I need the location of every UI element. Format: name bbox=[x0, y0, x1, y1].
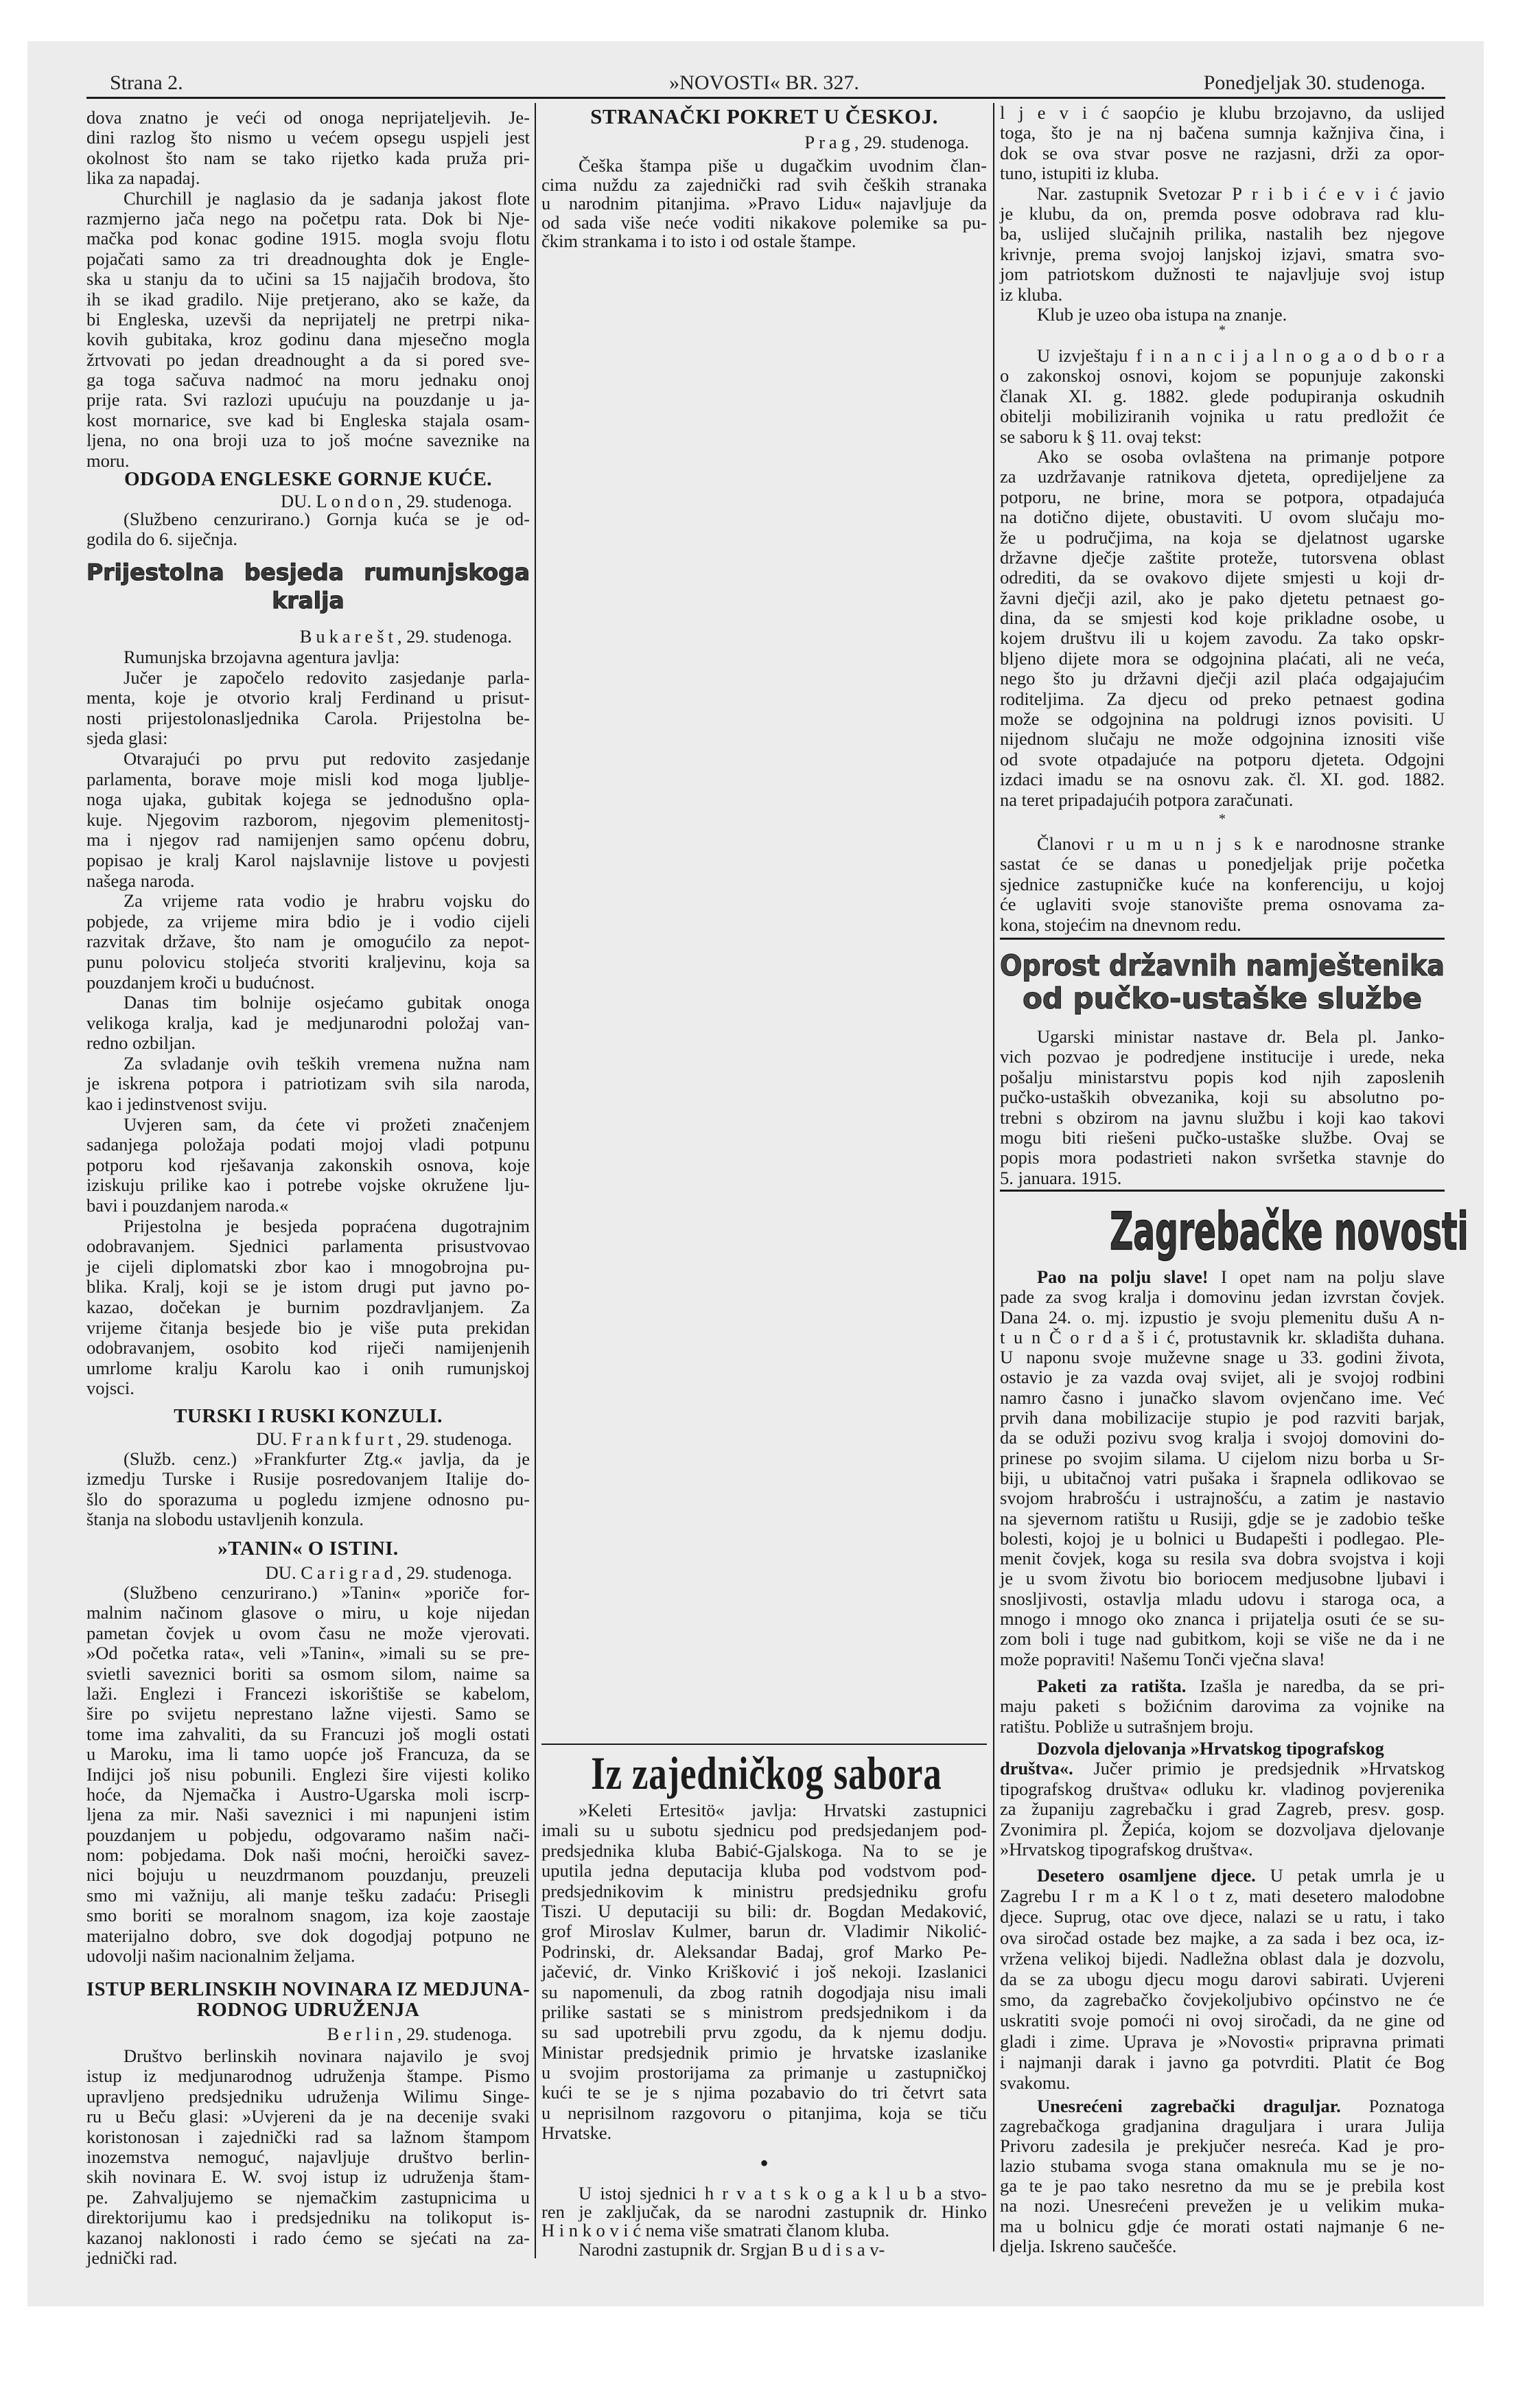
news-item-title: društva«. bbox=[1000, 1758, 1073, 1779]
news-item-title: Pao na polju slave! bbox=[1037, 1266, 1209, 1287]
section-rule bbox=[1000, 1190, 1445, 1192]
text-line: da se za ubogu djecu mogu darovi sabirati. Uvjereni bbox=[1000, 1968, 1445, 1989]
text-line: pametan čovjek u ovom času ne može vjerovati. bbox=[86, 1622, 530, 1643]
text-line: Danas tim bolnije osjećamo gubitak onoga bbox=[124, 992, 530, 1013]
news-item-title: Dozvola djelovanja »Hrvatskog tipografskog bbox=[1037, 1738, 1384, 1759]
text-line: krivnje, prema svojoj lanjskoj izjavi, smatra svo- bbox=[1000, 243, 1445, 264]
text-line: pobjede, za vrijeme mira bdio je i vodio cijeli bbox=[86, 910, 530, 931]
text-line: smo mi važniju, ali manje tešku zadaću: Prisegli bbox=[86, 1884, 530, 1906]
text-line: Ministar predsjednik primio je hrvatske izaslanike bbox=[541, 2041, 987, 2063]
text-line: cima nuždu za zajednički rad svih čeških stranaka bbox=[541, 174, 987, 195]
text-line: nom: pobjedama. Dok naši moćni, heroički savez- bbox=[86, 1844, 530, 1866]
text-line: se saboru k § 11. ovaj tekst: bbox=[1000, 426, 1202, 447]
headline-tanin: »TANIN« O ISTINI. bbox=[218, 1538, 399, 1560]
text-line: bavi i pouzdanjem naroda.« bbox=[86, 1195, 289, 1216]
text-line: Jučer je započelo redovito zasjedanje parla- bbox=[124, 667, 530, 688]
text-line: dok se ova stvar posve ne razjasni, drži za opor- bbox=[1000, 142, 1445, 163]
text-line: ga te je pao tako nesretno da mu se je prebila kost bbox=[1000, 2175, 1445, 2197]
dateline-date: , 29. studenoga. bbox=[397, 2024, 512, 2044]
text-line: redno ozbiljan. bbox=[86, 1032, 196, 1054]
text-line: mogu biti riešeni pučko-ustaške službe. Ovaj se bbox=[1000, 1126, 1445, 1148]
headline-oprost bbox=[1000, 949, 1445, 1015]
text-line: vojsci. bbox=[86, 1378, 135, 1399]
text-line: materijalno dobro, sve dok dogodjaj potpuno ne bbox=[86, 1925, 530, 1946]
article-ceska-body bbox=[541, 157, 987, 251]
text-line: tome ima zahvaliti, da su Francuzi još mogli ostati bbox=[86, 1723, 530, 1744]
article-sabor-body-2 bbox=[541, 2184, 987, 2259]
text-line: Društvo berlinskih novinara najavilo je svoj bbox=[124, 2046, 530, 2066]
text-line: lazio stubama svoga stana omaknula mu se je no- bbox=[1000, 2155, 1445, 2177]
text-line bbox=[1000, 1676, 1445, 1696]
text-line: našega naroda. bbox=[86, 870, 195, 891]
text-line: iz kluba. bbox=[1000, 283, 1063, 305]
headline-line: RODNOG UDRUŽENJA bbox=[196, 1999, 420, 2021]
text-line: potporu kod rješavanja zakonskih osnova, koje bbox=[86, 1154, 530, 1175]
text-line: nici bojuju u neuzdrmanom pouzdanju, preuzeli bbox=[86, 1864, 530, 1886]
text-line: popisao je kralj Karol najslavnije listove u povjesti bbox=[86, 849, 530, 870]
text-line: ba, uslijed slučajnih prilika, nastalih bez njegove bbox=[1000, 223, 1445, 244]
section-rule bbox=[541, 1744, 987, 1745]
text-line: Tiszi. U deputaciji su bili: dr. Bogdan Medaković, bbox=[541, 1900, 987, 1921]
headline-istup bbox=[86, 1979, 530, 2020]
article-odgoda-body bbox=[86, 509, 530, 550]
news-item-text: Jučer primio je predsjednik »Hrvatskog bbox=[1073, 1758, 1445, 1779]
text-line: biji, u ubitačnoj vatri pušaka i šrapnela odlikovao se bbox=[1000, 1467, 1445, 1488]
news-item-title: Desetero osamljene djece. bbox=[1037, 1865, 1256, 1886]
text-line: žavni dječji azil, ako je pako djetetu petnaest go- bbox=[1000, 587, 1445, 608]
text-line: dini razlog što nismo u većem opsegu uspjeli jest bbox=[86, 127, 530, 148]
text-line: predsjednika kluba Babić-Gjalskoga. Na to se je bbox=[541, 1840, 987, 1861]
text-line: grof Miroslav Kulmer, barun dr. Vladimir Nikolić- bbox=[541, 1921, 987, 1942]
text-line: na nozi. Unesrećeni prevežen je u velikim muka- bbox=[1000, 2195, 1445, 2216]
dateline-frankfurt bbox=[86, 1428, 530, 1449]
page-number: Strana 2. bbox=[110, 71, 183, 94]
article-sabor-body bbox=[541, 1800, 987, 2144]
text-line: u svojim prostorijama za primanje u zastupničkoj bbox=[541, 2062, 987, 2083]
article-konzuli-body bbox=[86, 1449, 530, 1530]
text-line: za uzdržavanje ratnikova djeteta, opredijeljene za bbox=[1000, 466, 1445, 487]
text-line: kazanoj naklonosti i rado ćemo se sjećati na za- bbox=[86, 2227, 530, 2248]
text-line: u neprisilnom razgovoru o pitanjima, koja se tiču bbox=[541, 2102, 987, 2123]
text-line: u Maroku, ima li tamo uopće još Francuza, da se bbox=[86, 1744, 530, 1765]
text-line: je klubu, da on, premda posve odobrava rad klu- bbox=[1000, 202, 1445, 224]
text-line bbox=[1000, 1759, 1445, 1779]
text-line: žrtvovati po jedan dreadnought a da si pored sve- bbox=[86, 349, 530, 370]
text-line: (Služb. cenz.) »Frankfurter Ztg.« javlja, da je bbox=[124, 1448, 530, 1469]
text-line: od sada više neće voditi nikakove polemike sa pu- bbox=[541, 211, 987, 233]
text-line: Uvjeren sam, da ćete vi prožeti značenjem bbox=[124, 1113, 530, 1135]
dateline-place: London bbox=[316, 491, 397, 511]
text-line: lika za napadaj. bbox=[86, 167, 200, 189]
text-line: sjednice zastupničke kuće na konferenciju, u kojoj bbox=[1000, 873, 1445, 894]
text-line: Članovi r u m u n j s k e narodnosne stranke bbox=[1037, 833, 1445, 854]
text-line: će uglaviti svoje stanovište prema osnovama za- bbox=[1000, 894, 1445, 915]
text-line: vich pozvao je podredjene institucije i urede, neka bbox=[1000, 1046, 1445, 1067]
headline-text: Iz zajedničkog sabora bbox=[591, 1747, 942, 1799]
text-line: pouzdanjem kroči u budućnost. bbox=[86, 971, 315, 993]
text-line: odobravanjem, osobito kod riječi namijenjenih bbox=[86, 1337, 530, 1358]
text-line: Zvonimira pl. Žepića, kojom se dozvoljava djelovanje bbox=[1000, 1818, 1445, 1840]
text-line: da se oduži pozivu svog kralja i svojoj domovini do- bbox=[1000, 1427, 1445, 1448]
article-churchill-body bbox=[86, 108, 530, 471]
text-line: tuno, istupiti iz kluba. bbox=[1000, 163, 1159, 184]
text-line: su sad upotrebili prvu zgodu, da k njemu dodju. bbox=[541, 2022, 987, 2043]
headline-line: kralja bbox=[272, 587, 345, 614]
text-line: potporu, ne brine, mora se potpora, otpadajuća bbox=[1000, 486, 1445, 507]
text-line: H i n k o v i ć nema više smatrati članom kluba. bbox=[541, 2220, 890, 2241]
text-line: upravljeno predsjedniku udruženja Wilimu Singe- bbox=[86, 2085, 530, 2107]
text-line: članak XI. g. 1882. glede podupiranja oskudnih bbox=[1000, 385, 1445, 406]
text-line: U naponu svoje muževne snage u 33. godini života, bbox=[1000, 1347, 1445, 1368]
article-istup-body bbox=[86, 2046, 530, 2268]
text-line: U izvještaju f i n a n c i j a l n o g a o d b o r a bbox=[1037, 345, 1445, 366]
dateline-prefix: DU. bbox=[280, 491, 312, 511]
text-line: nosti prijestolonasljednika Carola. Prijestolna be- bbox=[86, 707, 530, 728]
text-line: i najmanji darak i javno ga potvrditi. Platit će Bog bbox=[1000, 2051, 1445, 2072]
dateline-place: Carigrad bbox=[301, 1562, 397, 1583]
text-line: izdaci imadu se na osnovu zak. čl. XI. god. 1882. bbox=[1000, 769, 1445, 790]
text-line: »Od početka rata«, veli »Tanin«, »imali su se pre- bbox=[86, 1643, 530, 1664]
text-line: izmedju Turske i Rusije posredovanjem Italije do- bbox=[86, 1468, 530, 1490]
text-line: (Službeno cenzurirano.) Gornja kuća se je od- bbox=[124, 509, 530, 529]
text-line: koristonosan i zajednički rad sa lažnom štampom bbox=[86, 2126, 530, 2147]
text-line: mačka pod konac godine 1915. mogla svoju flotu bbox=[86, 228, 530, 249]
text-line: od svote otpadajuće na potporu djeteta. Odgojni bbox=[1000, 748, 1445, 769]
dateline-place: Prag bbox=[804, 132, 854, 152]
text-line: u narodnim pitanjima. »Pravo Lidu« najavljuje da bbox=[541, 193, 987, 214]
text-line: ma i njegov rad namijenjen samo općenu dobru, bbox=[86, 829, 530, 850]
text-line: pojačati samo za tri dreadnoughta dok je Engle- bbox=[86, 248, 530, 269]
text-line: kovih gubitaka, kroz godinu dana mjesečno mogla bbox=[86, 329, 530, 350]
text-line: bolesti, kojoj je u bolnici u Budapešti i podlegao. Ple- bbox=[1000, 1527, 1445, 1549]
text-line: razvitak države, što nam je omogućilo za nepot- bbox=[86, 931, 530, 952]
text-line: (Službeno cenzurirano.) »Tanin« »poriče for- bbox=[124, 1582, 530, 1603]
text-line: trebni s obzirom na javnu službu i koji kao takovi bbox=[1000, 1107, 1445, 1128]
news-draguljar bbox=[1000, 2096, 1445, 2256]
dateline-prefix: DU. bbox=[256, 1428, 288, 1449]
text-line: roditeljima. Za djecu od preko petnaest godina bbox=[1000, 688, 1445, 709]
text-line: Narodni zastupnik dr. Srgjan B u d i s a v- bbox=[579, 2238, 885, 2260]
text-line: odobravanjem. Sjednici parlamenta prisustvovao bbox=[86, 1236, 530, 1257]
text-line: okolnost što nam se tako rijetko kada pruža pri- bbox=[86, 147, 530, 168]
headline-odgoda: ODGODA ENGLESKE GORNJE KUĆE. bbox=[124, 468, 493, 490]
text-line: predsjednikovim k ministru predsjedniku grofu bbox=[541, 1880, 987, 1901]
text-line: dina, da se smjesti kod koje prikladne osobe, u bbox=[1000, 607, 1445, 629]
text-line: jačević, dr. Vinko Krišković i još nekoji. Izaslanici bbox=[541, 1961, 987, 1982]
text-line: uskratiti svoje pomoći ni ovoj siročadi, da ne gine od bbox=[1000, 2010, 1445, 2031]
text-line: čkim strankama i to isto i od ostale štampe. bbox=[541, 231, 856, 252]
text-line: pade za svog kralja i domovinu jedan izvrstan čovjek. bbox=[1000, 1286, 1445, 1308]
text-line: jednički rad. bbox=[86, 2247, 178, 2268]
text-line: štanja na slobodu ustavljenih konzula. bbox=[86, 1509, 364, 1530]
text-line: Churchill je naglasio da je sadanja jakost flote bbox=[124, 187, 530, 209]
text-line: iziskuju prilike kao i potrebe vojske okružene lju- bbox=[86, 1174, 530, 1196]
text-line: kao i jedinstvenost sviju. bbox=[86, 1093, 268, 1115]
text-line: bi Engleska, uzevši da neprijatelj ne pretrpi nika- bbox=[86, 308, 530, 329]
text-line: velikoga kralja, kad je medjunarodni položaj van- bbox=[86, 1012, 530, 1033]
text-line: namro časno i junačko slavom ovjenčano ime. Već bbox=[1000, 1387, 1445, 1408]
text-line: gladi i zime. Uprava je »Novosti« pripravna primati bbox=[1000, 2030, 1445, 2052]
dateline-place: Bukarešt bbox=[299, 626, 397, 647]
article-odbor-body bbox=[1000, 346, 1445, 810]
text-line: dova znatno je veći od onoga neprijateljevih. Je- bbox=[86, 107, 530, 128]
text-line: ostavio je za vazda ovaj svijet, ali je svojoj rodbini bbox=[1000, 1367, 1445, 1388]
text-line: ratištu. Pobliže u sutrašnjem broju. bbox=[1000, 1715, 1254, 1737]
text-line: za županiju zagrebačku i grad Zagreb, presv. gosp. bbox=[1000, 1798, 1445, 1820]
dateline-bukarest bbox=[86, 626, 530, 647]
dateline-place: Berlin bbox=[327, 2024, 397, 2044]
dateline-prefix: DU. bbox=[265, 1562, 296, 1583]
text-line: ova siročad ostade bez majke, a za sada i bez oca, iz- bbox=[1000, 1927, 1445, 1948]
text-line: uputila jedna deputacija kluba pod vodstvom pod- bbox=[541, 1860, 987, 1881]
column-rule-1 bbox=[535, 103, 536, 2258]
text-line: može popraviti! Našemu Tonči vječna slava! bbox=[1000, 1648, 1325, 1669]
text-line: Indijci još nisu pobunili. Englezi šire vijesti koliko bbox=[86, 1763, 530, 1785]
text-line: kuje. Njegovim razborom, njegovim plemenitostj- bbox=[86, 809, 530, 830]
text-line: Dana 24. o. mj. izpustio je svoju plemenitu dušu A n- bbox=[1000, 1306, 1445, 1328]
text-line: smo boriti se moralnom snagom, iza koje zaostaje bbox=[86, 1905, 530, 1926]
text-line: 5. januara. 1915. bbox=[1000, 1167, 1122, 1188]
text-line: mnogo i mnogo oko znanca i prijatelja osuti će se su- bbox=[1000, 1608, 1445, 1630]
text-line: pučko-ustaških obvezanika, koji su absolutno po- bbox=[1000, 1087, 1445, 1108]
text-line: Zagrebu I r m a K l o t z, mati desetero malodobne bbox=[1000, 1886, 1445, 1907]
text-line: Privoru zadesila je prekjučer nesreća. Kad je pro- bbox=[1000, 2135, 1445, 2157]
text-line: Prijestolna je besjeda popraćena dugotrajnim bbox=[124, 1215, 530, 1236]
dateline-date: , 29. studenoga. bbox=[397, 491, 512, 511]
text-line: prije rata. Svi razlozi upućuju na pouzdanje u ja- bbox=[86, 389, 530, 410]
text-line: Češka štampa piše u dugačkim uvodnim član- bbox=[579, 155, 987, 176]
text-line: l j e v i ć saopćio je klubu brzojavno, da uslijed bbox=[1000, 102, 1445, 123]
text-line: na dotično dijete, obustaviti. U ovom slučaju mo- bbox=[1000, 507, 1445, 528]
text-line: šlo do sporazuma u pogledu izmjene odnosno pu- bbox=[86, 1488, 530, 1509]
text-line: noga ujaka, gubitak kojega se jednodušno opla- bbox=[86, 789, 530, 810]
dateline-berlin bbox=[86, 2024, 530, 2044]
masthead-rule bbox=[86, 97, 1445, 99]
headline-line: od pučko-ustaške službe bbox=[1022, 982, 1422, 1015]
news-pao-na-polju-slave bbox=[1000, 1267, 1445, 1669]
text-line: može se odgojnina na poldrugi iznos povisiti. U bbox=[1000, 708, 1445, 730]
text-line: Za vrijeme rata vodio je hrabru vojsku do bbox=[124, 890, 530, 912]
dateline-carigrad bbox=[86, 1562, 530, 1583]
text-line bbox=[1000, 2096, 1445, 2116]
text-line: pe. Zahvaljujemo se njemačkim zastupnicima u bbox=[86, 2186, 530, 2208]
text-line: zagrebačkoga gradjanina draguljara i urara Julija bbox=[1000, 2116, 1445, 2137]
text-line: djelja. Iskreno saučešće. bbox=[1000, 2235, 1177, 2256]
section-rule bbox=[1000, 938, 1445, 940]
text-line: ma u bolnicu gdje će morati ostati najmanje 6 ne- bbox=[1000, 2215, 1445, 2236]
text-line: je u svom životu bio boriocem medjusobne ljubavi i bbox=[1000, 1568, 1445, 1589]
text-line: vrijeme čitanja besjede bio je više puta prekidan bbox=[86, 1317, 530, 1338]
text-line: ren je zaključak, da se narodni zastupnik dr. Hinko bbox=[541, 2201, 987, 2223]
text-line: prvih dana mobilizacije stupio je pod razviti barjak, bbox=[1000, 1407, 1445, 1428]
text-line: laži. Englezi i Francezi iskorištiše se kabelom, bbox=[86, 1682, 530, 1704]
article-rumunji-body bbox=[1000, 834, 1445, 935]
text-line: kost mornarice, sve kad bi Engleska stajala osam- bbox=[86, 409, 530, 430]
article-klub-body bbox=[1000, 103, 1445, 325]
text-line: hoće, da Njemačka i Austro-Ugarska moli iscrp- bbox=[86, 1783, 530, 1805]
text-line: menta, koje je otvorio kralj Ferdinand u prisut- bbox=[86, 687, 530, 708]
dateline-date: , 29. studenoga. bbox=[397, 1428, 512, 1449]
article-oprost-body bbox=[1000, 1027, 1445, 1188]
text-line: pošalju ministarstvu popis kod njih zaposlenih bbox=[1000, 1066, 1445, 1087]
headline-line: Oprost državnih namještenika bbox=[1000, 949, 1445, 982]
text-line: djece. Suprug, otac ove djece, nalazi se u ratu, i tako bbox=[1000, 1906, 1445, 1927]
text-line: maju paketi s božićnim darovima za vojnike na bbox=[1000, 1695, 1445, 1717]
issue-date: Ponedjeljak 30. studenoga. bbox=[1203, 71, 1425, 94]
dateline-date: , 29. studenoga. bbox=[854, 132, 969, 152]
text-line: blika. Kralj, koji se je istom drugi put javno po- bbox=[86, 1276, 530, 1297]
headline-prijestolna-besjeda bbox=[86, 558, 530, 614]
text-line: svojom hrabrošću i ustrajnošću, a zatim je nastavio bbox=[1000, 1487, 1445, 1509]
text-line: umrlome kralju Karolu kao i onih rumunjskoj bbox=[86, 1357, 530, 1378]
text-line: popis mora podastrieti nakon svršetka stavnje do bbox=[1000, 1147, 1445, 1168]
text-line: jom patriotskom dužnosti te najavljuje svoj istup bbox=[1000, 264, 1445, 285]
headline-sabor bbox=[541, 1749, 987, 1797]
text-line: svietli saveznici boriti sa osmom silom, naime sa bbox=[86, 1663, 530, 1684]
text-line: sadanjega položaja podati mojoj vladi potpunu bbox=[86, 1134, 530, 1155]
headline-zagrebacke-novosti bbox=[1000, 1201, 1469, 1262]
text-line: obitelji mobiliziranih vojnika u ratu predložit će bbox=[1000, 406, 1445, 427]
text-line bbox=[1000, 1865, 1445, 1886]
text-line: »Hrvatskog tipografskog društva«. bbox=[1000, 1838, 1253, 1860]
text-line: ru u Beču glasi: »Uvjereni da je na decenije svaki bbox=[86, 2106, 530, 2127]
text-line: sjeda glasi: bbox=[86, 728, 168, 749]
text-line: Podrinski, dr. Aleksandar Badaj, grof Marko Pe- bbox=[541, 1941, 987, 1962]
headline-ceska: STRANAČKI POKRET U ČESKOJ. bbox=[590, 104, 938, 128]
text-line: že u područjima, na koja se djelatnost ugarske bbox=[1000, 526, 1445, 548]
text-line: odrediti, da se ovakovo dijete smjesti u koji dr- bbox=[1000, 567, 1445, 588]
text-line: malnim načinom glasove o miru, u koje nijedan bbox=[86, 1602, 530, 1623]
text-line: sastat će se danas u ponedjeljak prije početka bbox=[1000, 853, 1445, 875]
text-line: Ugarski ministar nastave dr. Bela pl. Janko- bbox=[1037, 1026, 1445, 1047]
article-besjeda-body bbox=[86, 647, 530, 1399]
text-line: svakomu. bbox=[1000, 2072, 1071, 2093]
news-item-title: Paketi za ratišta. bbox=[1037, 1676, 1187, 1696]
text-line: je cijeli diplomatski zbor kao i mnogobrojna pu- bbox=[86, 1255, 530, 1277]
text-line: Klub je uzeo oba istupa na znanje. bbox=[1037, 303, 1287, 325]
text-line: moru. bbox=[86, 450, 130, 471]
text-line: na sjevernom ratištu u Rusiji, gdje se je zadobio teške bbox=[1000, 1507, 1445, 1529]
text-line: toga, što je na nj bačena sumnja kažnjiva čina, i bbox=[1000, 122, 1445, 143]
text-line: nego što ju državni dječji azil plaća odgajajućim bbox=[1000, 668, 1445, 689]
dateline-prag bbox=[541, 132, 987, 152]
headline-line: Prijestolna besjeda rumunjskoga bbox=[86, 559, 530, 586]
text-line: razmjerno jača nego na početpu rata. Dok bi Nje- bbox=[86, 207, 530, 229]
news-item-title: Unesrećeni zagrebački draguljar. bbox=[1037, 2096, 1341, 2116]
text-line: udovolji našim nacionalnim željama. bbox=[86, 1945, 355, 1967]
text-line: vržena velikoj bijedi. Nadležna oblast dala je dozvolu, bbox=[1000, 1947, 1445, 1969]
text-line: prilike sastati se s ministrom predsjednikom i da bbox=[541, 2001, 987, 2022]
dateline-date: , 29. studenoga. bbox=[397, 1562, 512, 1583]
article-tanin-body bbox=[86, 1583, 530, 1966]
text-line bbox=[1000, 1267, 1445, 1287]
text-line: t u n Č o r d a š i ć, protustavnik kr. skladišta duhana. bbox=[1000, 1326, 1445, 1347]
newspaper-title-issue: »NOVOSTI« BR. 327. bbox=[669, 71, 859, 94]
headline-konzuli: TURSKI I RUSKI KONZULI. bbox=[174, 1405, 443, 1427]
text-line: inozemstva nemoguć, najavljuje društvo berlin- bbox=[86, 2146, 530, 2167]
news-item-text: Poznatoga bbox=[1340, 2096, 1445, 2116]
text-line: ska u stanju da to učini sa 15 najjačih brodova, što bbox=[86, 268, 530, 290]
text-line: smo, da zagrebačko čovjekoljubivo općinstvo ne će bbox=[1000, 1989, 1445, 2011]
text-line: Ako se osoba ovlaštena na primanje potpore bbox=[1037, 445, 1445, 467]
text-line: nijednom slučaju ne može odgojnina iznositi više bbox=[1000, 728, 1445, 750]
text-line: Rumunjska brzojavna agentura javlja: bbox=[124, 647, 400, 667]
text-line: je iskrena potpora i patriotizam svih sila naroda, bbox=[86, 1073, 530, 1094]
text-line: ljena, no ona broji uza to još moćne saveznike na bbox=[86, 430, 530, 451]
text-line: skih novinara E. W. svoj istup iz udruženja štam- bbox=[86, 2166, 530, 2188]
separator-dot: ● bbox=[760, 2155, 769, 2170]
text-line: direktorijumu kao i predsjedniku na tolikoput is- bbox=[86, 2207, 530, 2228]
text-line: Hrvatske. bbox=[541, 2122, 612, 2144]
text-line: tipografskog društva« odluku kr. vladinog povjerenika bbox=[1000, 1778, 1445, 1799]
text-line: snosljivosti, ostavlja mladu udovu i staroga oca, a bbox=[1000, 1588, 1445, 1609]
text-line: su napomenuli, da zbog ratnih dogodjaja nisu imali bbox=[541, 1981, 987, 2002]
text-line bbox=[1000, 1739, 1445, 1759]
dateline-date: , 29. studenoga. bbox=[397, 626, 512, 647]
text-line: ga toga sačuva nadmoć na moru jednaku onoj bbox=[86, 369, 530, 391]
text-line: zom boli i tuge nad gubitkom, koji se više ne da i ne bbox=[1000, 1628, 1445, 1649]
text-line: Za svladanje ovih teških vremena nužna nam bbox=[124, 1052, 530, 1074]
text-line: državne dječje zaštite proteže, tutorsvena oblast bbox=[1000, 546, 1445, 568]
text-line: kojem društvu ili u kojem zavodu. Za tako opskr- bbox=[1000, 627, 1445, 649]
text-line: prinese po svojim silama. U cijelom nizu borba u Sr- bbox=[1000, 1447, 1445, 1468]
news-paketi bbox=[1000, 1676, 1445, 1737]
text-line: kući te se je s njima pozabavio do tri četvrt sata bbox=[541, 2082, 987, 2103]
text-line: U istoj sjednici h r v a t s k o g a k l u b a stvo- bbox=[579, 2183, 987, 2203]
text-line: Otvarajući po prvu put redovito zasjedanje bbox=[124, 748, 530, 769]
text-line: na teret pripadajućih potpora zaračunati. bbox=[1000, 789, 1294, 810]
text-line: punu polovicu stoljeća stvoriti kraljevinu, koja sa bbox=[86, 951, 530, 972]
text-line: ih se ikad gradilo. Nije pretjerano, ako se kaže, da bbox=[86, 288, 530, 310]
text-line: bljeno dijete mora se odgojnina plaćati, ali ne veća, bbox=[1000, 647, 1445, 669]
text-line: »Keleti Ertesitö« javlja: Hrvatski zastupnici bbox=[579, 1800, 987, 1820]
text-line: Nar. zastupnik Svetozar P r i b i ć e v i ć javio bbox=[1037, 183, 1445, 204]
text-line: istup iz medjunarodnog udruženja štampe. Pismo bbox=[86, 2065, 530, 2087]
headline-line: ISTUP BERLINSKIH NOVINARA IZ MEDJUNA- bbox=[86, 1978, 530, 2000]
dateline-place: Frankfurt bbox=[291, 1428, 397, 1449]
news-item-text: I opet nam na polju slave bbox=[1208, 1266, 1445, 1287]
news-dozvola bbox=[1000, 1739, 1445, 1860]
news-desetero bbox=[1000, 1865, 1445, 2093]
text-line: kona, stojećim na dnevnom redu. bbox=[1000, 914, 1241, 935]
news-item-text: Izašla je naredba, da se pri- bbox=[1186, 1676, 1445, 1696]
text-line: kazao, dočekan je burnim pozdravljanjem. Za bbox=[86, 1297, 530, 1317]
column-rule-2 bbox=[993, 103, 994, 2251]
headline-text: Zagrebačke novosti bbox=[1110, 1201, 1469, 1262]
text-line: pouzdanjem u pobjedu, odgovaramo našim nači- bbox=[86, 1824, 530, 1845]
separator-star: * bbox=[1219, 811, 1226, 826]
text-line: imali su u subotu sjednicu pod predsjedanjem pod- bbox=[541, 1820, 987, 1841]
text-line: šire po svijetu neprestano lažne vijesti. Samo se bbox=[86, 1703, 530, 1724]
text-line: o zakonskoj osnovi, kojom se popunjuje zakonski bbox=[1000, 365, 1445, 386]
separator-star: * bbox=[1219, 323, 1226, 338]
text-line: ljena za mir. Naši saveznici i mi napunjeni istim bbox=[86, 1804, 530, 1825]
text-line: godila do 6. siječnja. bbox=[86, 529, 238, 550]
news-item-text: U petak umrla je u bbox=[1255, 1865, 1445, 1886]
text-line: menit čovjek, koga su resila sva dobra svojstva i koji bbox=[1000, 1548, 1445, 1569]
text-line: parlamenta, borave moje misli kod moga ljublje- bbox=[86, 768, 530, 789]
